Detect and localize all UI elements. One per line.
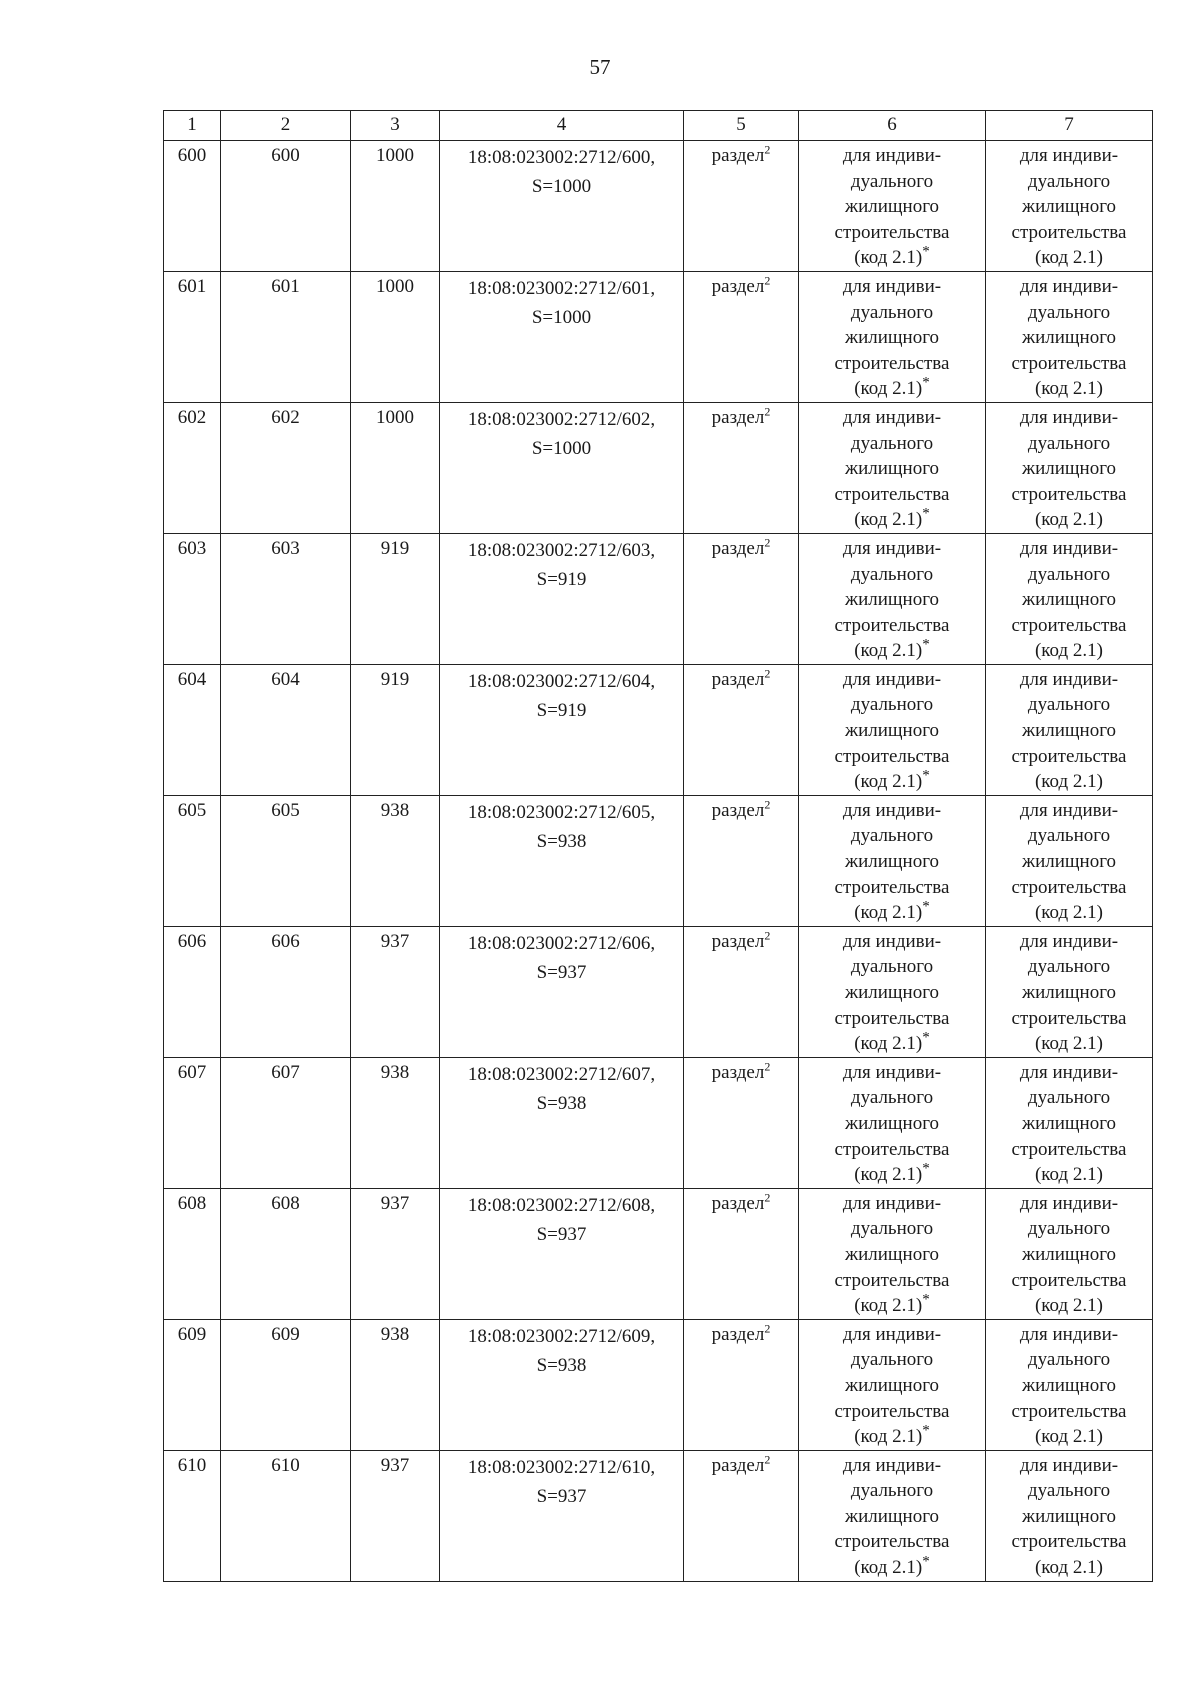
use7-line-1: для индиви- [1019, 799, 1119, 821]
cell-cadastral [440, 1057, 684, 1188]
use6-line-2: дуального [850, 1480, 934, 1502]
cell-plot-number: 610 [221, 1450, 351, 1581]
cell-section [684, 795, 799, 926]
use6-line-3: жилищного [844, 1374, 940, 1396]
use7-line-3: жилищного [1021, 1112, 1117, 1134]
section-label: раздел [711, 1323, 765, 1345]
use7-line-1: для индиви- [1019, 1454, 1119, 1476]
asterisk-mark: * [922, 1029, 930, 1046]
cell-cadastral [440, 271, 684, 402]
cell-use-6 [799, 664, 986, 795]
cell-use-6 [799, 1057, 986, 1188]
use7-line-1: для индиви- [1019, 668, 1119, 690]
cell-cadastral [440, 1319, 684, 1450]
column-header-4: 4 [440, 111, 684, 141]
section-label: раздел [711, 668, 765, 690]
use6-line-4: строительства [834, 1269, 950, 1291]
cell-use-7 [986, 1450, 1153, 1581]
cadastral-number: 18:08:023002:2712/608, [467, 1194, 656, 1216]
column-header-3: 3 [351, 111, 440, 141]
section-footnote: 2 [764, 535, 771, 550]
use6-line-5: (код 2.1)* [854, 505, 930, 531]
use7-line-1: для индиви- [1019, 1323, 1119, 1345]
use6-line-3: жилищного [844, 1112, 940, 1134]
cell-section [684, 1057, 799, 1188]
use6-line-4: строительства [834, 352, 950, 374]
use6-line-3: жилищного [844, 851, 940, 873]
use7-line-2: дуального [1027, 1218, 1111, 1240]
cell-use-7 [986, 926, 1153, 1057]
cell-use-7 [986, 664, 1153, 795]
cell-use-6 [799, 141, 986, 272]
asterisk-mark: * [922, 505, 930, 522]
cell-use-7 [986, 533, 1153, 664]
use7-line-4: строительства [1011, 745, 1127, 767]
cell-area: 938 [351, 1057, 440, 1188]
use6-line-4: строительства [834, 745, 950, 767]
use6-line-4: строительства [834, 876, 950, 898]
cell-section [684, 141, 799, 272]
cadastral-number: 18:08:023002:2712/609, [467, 1325, 656, 1347]
section-footnote: 2 [764, 928, 771, 943]
asterisk-mark: * [922, 1422, 930, 1439]
section-label: раздел [711, 799, 765, 821]
cell-cadastral [440, 141, 684, 272]
use6-line-3: жилищного [844, 1243, 940, 1265]
cell-use-6 [799, 533, 986, 664]
cell-number: 601 [164, 271, 221, 402]
table-row [164, 1450, 1153, 1581]
cadastral-number: 18:08:023002:2712/601, [467, 277, 656, 299]
cell-section [684, 533, 799, 664]
header-row [164, 111, 1153, 141]
table-row [164, 795, 1153, 926]
use7-line-3: жилищного [1021, 589, 1117, 611]
column-header-7: 7 [986, 111, 1153, 141]
cell-plot-number: 607 [221, 1057, 351, 1188]
use7-line-5: (код 2.1) [1034, 378, 1104, 400]
use6-line-3: жилищного [844, 720, 940, 742]
cell-cadastral [440, 1188, 684, 1319]
section-label: раздел [711, 930, 765, 952]
cell-cadastral [440, 926, 684, 1057]
cell-use-6 [799, 402, 986, 533]
section-label: раздел [711, 275, 765, 297]
use6-line-5: (код 2.1)* [854, 244, 930, 269]
section-label: раздел [711, 1061, 765, 1083]
cadastral-number: 18:08:023002:2712/610, [467, 1456, 656, 1478]
use6-line-1: для индиви- [842, 1454, 942, 1476]
use6-line-1: для индиви- [842, 537, 942, 559]
use6-line-1: для индиви- [842, 1323, 942, 1345]
section-footnote: 2 [764, 404, 771, 419]
cadastral-area: S=937 [536, 1223, 587, 1245]
cell-plot-number: 609 [221, 1319, 351, 1450]
use7-line-3: жилищного [1021, 327, 1117, 349]
use6-line-5: (код 2.1)* [854, 1422, 930, 1448]
table-row [164, 1319, 1153, 1450]
use6-line-2: дуального [850, 825, 934, 847]
use6-line-2: дуального [850, 170, 934, 192]
use6-line-2: дуального [850, 1218, 934, 1240]
use7-line-1: для индиви- [1019, 406, 1119, 428]
use7-line-1: для индиви- [1019, 1192, 1119, 1214]
cell-section [684, 1450, 799, 1581]
use7-line-2: дуального [1027, 956, 1111, 978]
use6-line-3: жилищного [844, 589, 940, 611]
use7-line-2: дуального [1027, 694, 1111, 716]
use6-line-4: строительства [834, 221, 950, 243]
use6-line-5: (код 2.1)* [854, 636, 930, 662]
use6-line-3: жилищного [844, 1505, 940, 1527]
use7-line-2: дуального [1027, 170, 1111, 192]
cadastral-number: 18:08:023002:2712/607, [467, 1063, 656, 1085]
cadastral-area: S=937 [536, 961, 587, 983]
use6-line-5: (код 2.1)* [854, 1160, 930, 1186]
table-row [164, 1188, 1153, 1319]
use6-line-2: дуального [850, 956, 934, 978]
use6-line-1: для индиви- [842, 930, 942, 952]
cell-use-6 [799, 1450, 986, 1581]
cadastral-area: S=938 [536, 1354, 587, 1376]
cell-section [684, 271, 799, 402]
use6-line-5: (код 2.1)* [854, 1029, 930, 1055]
cell-section [684, 1188, 799, 1319]
section-label: раздел [711, 1454, 765, 1476]
cell-number: 602 [164, 402, 221, 533]
use7-line-4: строительства [1011, 876, 1127, 898]
use7-line-4: строительства [1011, 221, 1127, 243]
use6-line-1: для индиви- [842, 799, 942, 821]
cell-cadastral [440, 664, 684, 795]
use7-line-1: для индиви- [1019, 275, 1119, 297]
use7-line-3: жилищного [1021, 196, 1117, 218]
use6-line-1: для индиви- [842, 145, 942, 166]
use6-line-3: жилищного [844, 327, 940, 349]
cell-plot-number: 603 [221, 533, 351, 664]
section-footnote: 2 [764, 1190, 771, 1205]
asterisk-mark: * [922, 1160, 930, 1177]
use7-line-1: для индиви- [1019, 1061, 1119, 1083]
cadastral-number: 18:08:023002:2712/603, [467, 539, 656, 561]
use6-line-4: строительства [834, 1007, 950, 1029]
use6-line-4: строительства [834, 1531, 950, 1553]
use7-line-4: строительства [1011, 483, 1127, 505]
cell-plot-number: 608 [221, 1188, 351, 1319]
use7-line-4: строительства [1011, 1007, 1127, 1029]
use7-line-4: строительства [1011, 1400, 1127, 1422]
use6-line-2: дуального [850, 1349, 934, 1371]
cell-area: 1000 [351, 141, 440, 272]
use6-line-1: для индиви- [842, 275, 942, 297]
use7-line-3: жилищного [1021, 1243, 1117, 1265]
cell-use-7 [986, 402, 1153, 533]
use6-line-2: дуального [850, 301, 934, 323]
asterisk-mark: * [922, 636, 930, 653]
cell-number: 600 [164, 141, 221, 272]
section-label: раздел [711, 1192, 765, 1214]
cadastral-number: 18:08:023002:2712/606, [467, 932, 656, 954]
cell-use-7 [986, 795, 1153, 926]
table-row [164, 402, 1153, 533]
cadastral-area: S=937 [536, 1485, 587, 1507]
cell-area: 938 [351, 1319, 440, 1450]
use6-line-5: (код 2.1)* [854, 1553, 930, 1579]
cadastral-area: S=938 [536, 830, 587, 852]
use7-line-5: (код 2.1) [1034, 1295, 1104, 1317]
section-footnote: 2 [764, 1321, 771, 1336]
section-label: раздел [711, 537, 765, 559]
use6-line-5: (код 2.1)* [854, 1291, 930, 1317]
use7-line-5: (код 2.1) [1034, 1033, 1104, 1055]
cell-plot-number: 602 [221, 402, 351, 533]
cadastral-number: 18:08:023002:2712/602, [467, 408, 656, 430]
column-header-2: 2 [221, 111, 351, 141]
column-header-1: 1 [164, 111, 221, 141]
use7-line-2: дуального [1027, 301, 1111, 323]
use7-line-4: строительства [1011, 614, 1127, 636]
cell-number: 608 [164, 1188, 221, 1319]
use7-line-1: для индиви- [1019, 145, 1119, 166]
use7-line-2: дуального [1027, 563, 1111, 585]
cell-plot-number: 600 [221, 141, 351, 272]
cell-plot-number: 604 [221, 664, 351, 795]
section-label: раздел [711, 145, 765, 166]
cadastral-area: S=1000 [531, 437, 592, 459]
cell-area: 937 [351, 1450, 440, 1581]
land-plots-table [163, 110, 1153, 1582]
use6-line-2: дуального [850, 694, 934, 716]
cadastral-number: 18:08:023002:2712/600, [467, 147, 656, 168]
use6-line-4: строительства [834, 614, 950, 636]
table-row [164, 141, 1153, 272]
cell-section [684, 664, 799, 795]
asterisk-mark: * [922, 1291, 930, 1308]
cell-use-6 [799, 926, 986, 1057]
use7-line-1: для индиви- [1019, 930, 1119, 952]
asterisk-mark: * [922, 1553, 930, 1570]
use6-line-3: жилищного [844, 196, 940, 218]
table-row [164, 1057, 1153, 1188]
cell-number: 605 [164, 795, 221, 926]
section-footnote: 2 [764, 666, 771, 681]
cell-cadastral [440, 1450, 684, 1581]
cell-number: 607 [164, 1057, 221, 1188]
use7-line-5: (код 2.1) [1034, 1164, 1104, 1186]
cell-use-6 [799, 1319, 986, 1450]
column-header-6: 6 [799, 111, 986, 141]
use7-line-4: строительства [1011, 1531, 1127, 1553]
cell-plot-number: 605 [221, 795, 351, 926]
table-row [164, 664, 1153, 795]
cell-number: 604 [164, 664, 221, 795]
page-number: 57 [589, 55, 611, 79]
use6-line-4: строительства [834, 483, 950, 505]
use7-line-4: строительства [1011, 1269, 1127, 1291]
cell-cadastral [440, 533, 684, 664]
use6-line-2: дуального [850, 1087, 934, 1109]
cadastral-area: S=919 [536, 568, 587, 590]
cell-use-7 [986, 1319, 1153, 1450]
use7-line-5: (код 2.1) [1034, 902, 1104, 924]
cadastral-area: S=938 [536, 1092, 587, 1114]
use6-line-1: для индиви- [842, 668, 942, 690]
use7-line-3: жилищного [1021, 458, 1117, 480]
cell-section [684, 1319, 799, 1450]
section-footnote: 2 [764, 1059, 771, 1074]
use6-line-1: для индиви- [842, 406, 942, 428]
use7-line-3: жилищного [1021, 720, 1117, 742]
asterisk-mark: * [922, 375, 930, 392]
use7-line-2: дуального [1027, 432, 1111, 454]
use7-line-4: строительства [1011, 1138, 1127, 1160]
cell-area: 919 [351, 533, 440, 664]
cell-area: 1000 [351, 271, 440, 402]
cell-use-6 [799, 271, 986, 402]
use7-line-5: (код 2.1) [1034, 247, 1104, 269]
asterisk-mark: * [922, 767, 930, 784]
table-row [164, 533, 1153, 664]
section-footnote: 2 [764, 142, 771, 157]
cadastral-area: S=1000 [531, 306, 592, 328]
cell-plot-number: 606 [221, 926, 351, 1057]
column-header-5: 5 [684, 111, 799, 141]
use6-line-1: для индиви- [842, 1192, 942, 1214]
cell-number: 606 [164, 926, 221, 1057]
use6-line-2: дуального [850, 432, 934, 454]
use6-line-3: жилищного [844, 982, 940, 1003]
use7-line-5: (код 2.1) [1034, 640, 1104, 662]
use7-line-4: строительства [1011, 352, 1127, 374]
cell-area: 919 [351, 664, 440, 795]
use7-line-2: дуального [1027, 1480, 1111, 1502]
use6-line-4: строительства [834, 1138, 950, 1160]
table-body [164, 141, 1153, 1582]
cell-use-6 [799, 1188, 986, 1319]
use6-line-4: строительства [834, 1400, 950, 1422]
use6-line-5: (код 2.1)* [854, 898, 930, 924]
cell-use-7 [986, 1188, 1153, 1319]
section-footnote: 2 [764, 273, 771, 288]
use7-line-3: жилищного [1021, 1505, 1117, 1527]
table-header [164, 111, 1153, 141]
cell-use-6 [799, 795, 986, 926]
use7-line-5: (код 2.1) [1034, 771, 1104, 793]
cell-section [684, 402, 799, 533]
use6-line-3: жилищного [844, 458, 940, 480]
cell-area: 937 [351, 1188, 440, 1319]
cell-use-7 [986, 1057, 1153, 1188]
cell-cadastral [440, 402, 684, 533]
cell-number: 610 [164, 1450, 221, 1581]
cell-number: 603 [164, 533, 221, 664]
use7-line-5: (код 2.1) [1034, 509, 1104, 531]
section-footnote: 2 [764, 1452, 771, 1467]
use7-line-5: (код 2.1) [1034, 1557, 1104, 1579]
use6-line-5: (код 2.1)* [854, 767, 930, 793]
use6-line-1: для индиви- [842, 1061, 942, 1083]
table-row [164, 926, 1153, 1057]
cadastral-area: S=1000 [531, 176, 592, 197]
cadastral-number: 18:08:023002:2712/604, [467, 670, 656, 692]
cell-use-7 [986, 271, 1153, 402]
use6-line-5: (код 2.1)* [854, 375, 930, 400]
cadastral-area: S=919 [536, 699, 587, 721]
cell-section [684, 926, 799, 1057]
use6-line-2: дуального [850, 563, 934, 585]
table-row [164, 271, 1153, 402]
cell-use-7 [986, 141, 1153, 272]
asterisk-mark: * [922, 898, 930, 915]
use7-line-2: дуального [1027, 1087, 1111, 1109]
cadastral-number: 18:08:023002:2712/605, [467, 801, 656, 823]
cell-plot-number: 601 [221, 271, 351, 402]
use7-line-3: жилищного [1021, 851, 1117, 873]
asterisk-mark: * [922, 244, 930, 261]
use7-line-5: (код 2.1) [1034, 1426, 1104, 1448]
use7-line-2: дуального [1027, 825, 1111, 847]
use7-line-2: дуального [1027, 1349, 1111, 1371]
use7-line-3: жилищного [1021, 982, 1117, 1003]
cell-area: 937 [351, 926, 440, 1057]
section-footnote: 2 [764, 797, 771, 812]
cell-cadastral [440, 795, 684, 926]
cell-number: 609 [164, 1319, 221, 1450]
use7-line-1: для индиви- [1019, 537, 1119, 559]
use7-line-3: жилищного [1021, 1374, 1117, 1396]
cell-area: 938 [351, 795, 440, 926]
cell-area: 1000 [351, 402, 440, 533]
section-label: раздел [711, 406, 765, 428]
